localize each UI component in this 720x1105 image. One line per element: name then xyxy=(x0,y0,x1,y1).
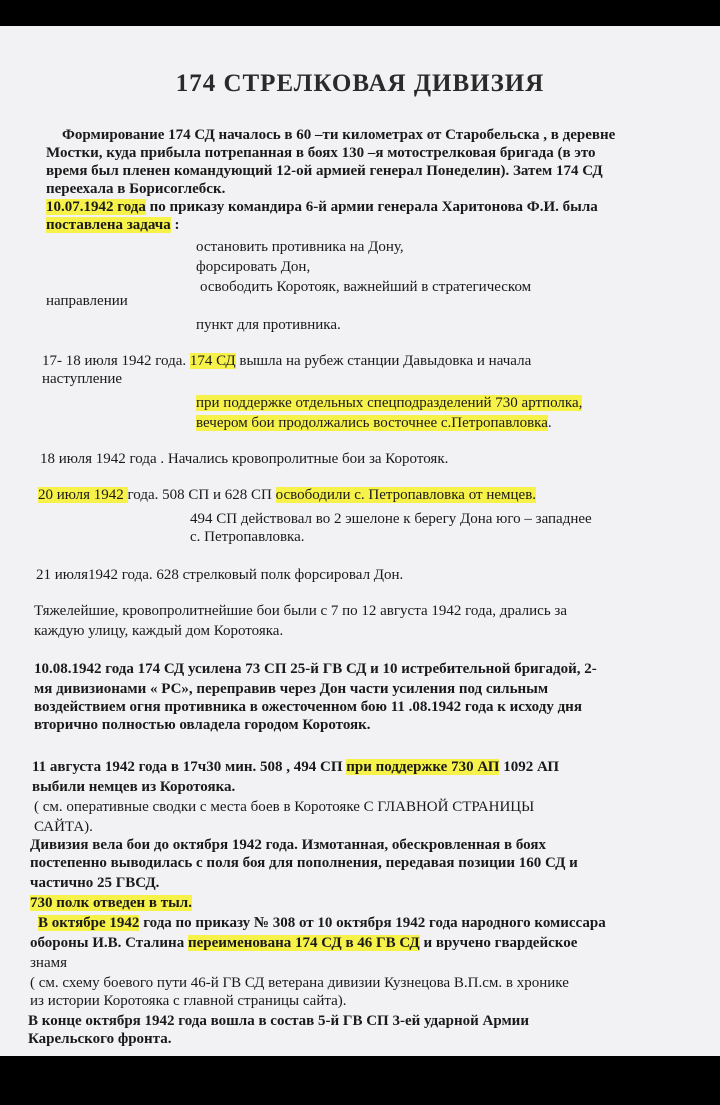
text-line: 10.08.1942 года 174 СД усилена 73 СП 25-й ГВ СД и 10 истребительной бригадой, 2- xyxy=(34,661,597,677)
highlighted-text: при поддержке отдельных спецподразделений 730 артполка, xyxy=(196,395,583,411)
task-item: освободить Коротояк, важнейший в стратегическом xyxy=(200,279,532,295)
text-line: вторично полностью овладела городом Коротояк. xyxy=(34,717,371,733)
highlighted-text: переименована 174 СД в 46 ГВ СД xyxy=(187,935,420,951)
text-line: ( см. схему боевого пути 46-й ГВ СД ветерана дивизии Кузнецова В.П.см. в хронике xyxy=(30,975,569,991)
task-item: направлении xyxy=(46,293,128,309)
text-line xyxy=(30,894,192,912)
text-line: 21 июля1942 года. 628 стрелковый полк форсировал Дон. xyxy=(36,567,404,583)
text-line: САЙТА). xyxy=(34,819,93,835)
text-line: 18 июля 1942 года . Начались кровопролитные бои за Коротояк. xyxy=(40,451,449,467)
highlighted-text: поставлена задача xyxy=(46,217,171,233)
document-page xyxy=(0,26,720,1056)
text-line xyxy=(196,394,582,412)
text-line: 10.07.1942 года по приказу командира 6-й армии генерала Харитонова Ф.И. была xyxy=(46,199,598,215)
text-line: мя дивизионами « РС», переправив через Дон части усиления под сильным xyxy=(34,681,549,697)
text-line: 20 июля 1942 года. 508 СП и 628 СП освободили с. Петропавловка от немцев. xyxy=(38,487,537,503)
text-line: Мостки, куда прибыла потрепанная в боях 130 –я мотострелковая бригада (в это xyxy=(46,145,596,161)
text-line: знамя xyxy=(30,955,68,971)
text-line: В октябре 1942 года по приказу № 308 от 10 октября 1942 года народного комиссара xyxy=(38,915,606,931)
highlighted-date: 10.07.1942 года xyxy=(46,199,146,215)
text-line: обороны И.В. Сталина переименована 174 СД в 46 ГВ СД и вручено гвардейское xyxy=(30,935,578,951)
task-item: пункт для противника. xyxy=(196,317,341,333)
text-line: из истории Коротояка с главной страницы сайта). xyxy=(30,993,347,1009)
text-line: Дивизия вела бои до октября 1942 года. Измотанная, обескровленная в боях xyxy=(30,837,546,853)
document-title: 174 СТРЕЛКОВАЯ ДИВИЗИЯ xyxy=(175,70,545,97)
text-line: поставлена задача : xyxy=(46,217,180,233)
text-line: вечером бои продолжались восточнее с.Петропавловка. xyxy=(196,415,552,431)
task-item: форсировать Дон, xyxy=(196,259,311,275)
text-line: выбили немцев из Коротояка. xyxy=(32,779,236,795)
text-line: В конце октября 1942 года вошла в состав 5-й ГВ СП 3-ей ударной Армии xyxy=(28,1013,529,1029)
text-line: наступление xyxy=(42,371,123,387)
highlighted-date: В октябре 1942 xyxy=(38,915,140,931)
highlighted-text: 174 СД xyxy=(189,353,236,369)
text-line: постепенно выводилась с поля боя для пополнения, передавая позиции 160 СД и xyxy=(30,855,578,871)
text-line: 11 августа 1942 года в 17ч30 мин. 508 , 494 СП при поддержке 730 АП 1092 АП xyxy=(32,759,560,775)
text-line: с. Петропавловка. xyxy=(190,529,305,545)
text-line: время был пленен командующий 12-ой армией генерал Понеделин). Затем 174 СД xyxy=(46,163,603,179)
text-line: каждую улицу, каждый дом Коротояка. xyxy=(34,623,284,639)
text-line: частично 25 ГВСД. xyxy=(30,875,160,891)
text-line: Формирование 174 СД началось в 60 –ти километрах от Старобельска , в деревне xyxy=(62,127,616,143)
text-line: ( см. оперативные сводки с места боев в Коротояке С ГЛАВНОЙ СТРАНИЦЫ xyxy=(34,799,535,815)
task-item: остановить противника на Дону, xyxy=(196,239,404,255)
text-line: 494 СП действовал во 2 эшелоне к берегу Дона юго – западнее xyxy=(190,511,592,527)
text-line: переехала в Борисоглебск. xyxy=(46,181,226,197)
text-line: Карельского фронта. xyxy=(28,1031,172,1047)
highlighted-text: вечером бои продолжались восточнее с.Петропавловка xyxy=(196,415,548,431)
text-line: 17- 18 июля 1942 года. 174 СД вышла на рубеж станции Давыдовка и начала xyxy=(42,353,532,369)
highlighted-text: освободили с. Петропавловка от немцев. xyxy=(275,487,537,503)
highlighted-text: 730 полк отведен в тыл. xyxy=(30,895,192,911)
highlighted-date: 20 июля 1942 xyxy=(38,487,128,503)
highlighted-text: при поддержке 730 АП xyxy=(346,759,500,775)
text-line: Тяжелейшие, кровопролитнейшие бои были с 7 по 12 августа 1942 года, дрались за xyxy=(34,603,567,619)
text-line: воздействием огня противника в ожесточенном бою 11 .08.1942 года к исходу дня xyxy=(34,699,582,715)
